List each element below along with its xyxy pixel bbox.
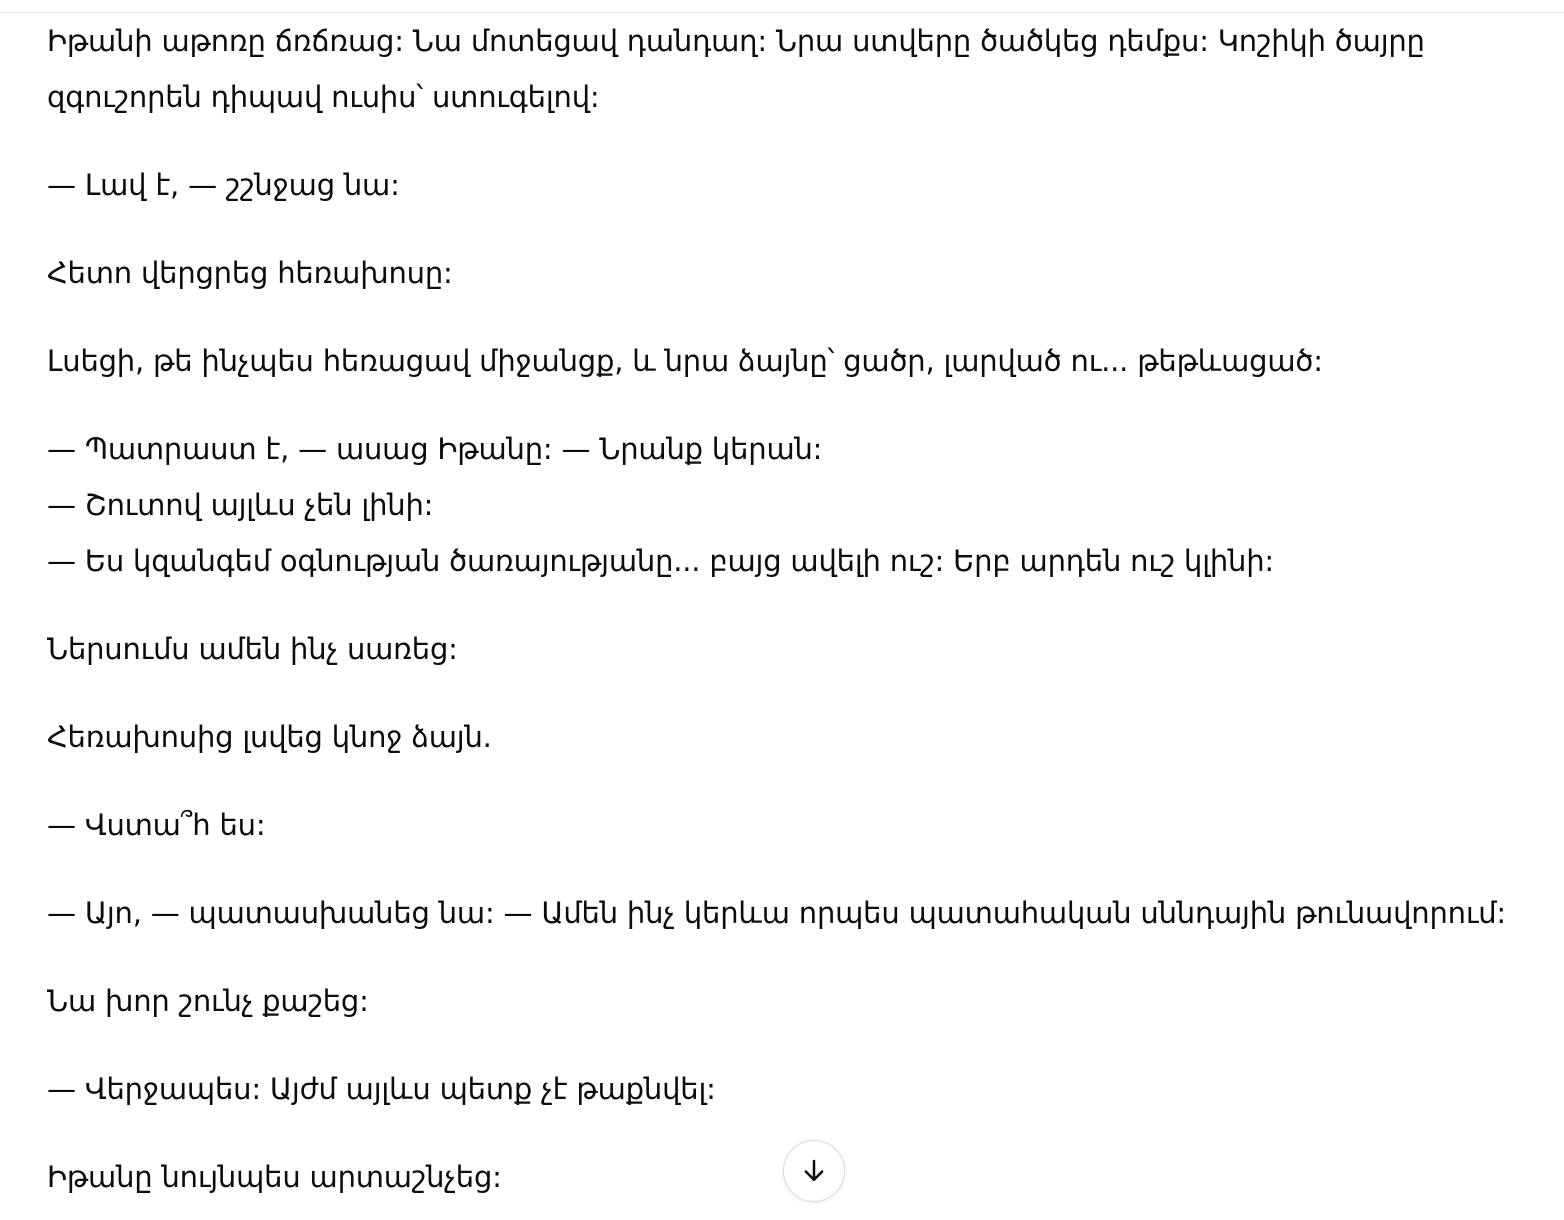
scroll-to-bottom-button[interactable] <box>783 1140 845 1202</box>
message-paragraph: Նա խոր շունչ քաշեց: <box>47 984 369 1018</box>
message-paragraph: — Շուտով այլևս չեն լինի: <box>47 488 434 522</box>
message-paragraph: — Վստա՞հ ես: <box>47 808 266 842</box>
message-paragraph: — Լավ է, — շշնջաց նա: <box>47 168 400 202</box>
message-paragraph: — Վերջապես: Այժմ այլևս պետք չէ թաքնվել: <box>47 1072 716 1106</box>
message-paragraph: Հեռախոսից լսվեց կնոջ ձայն. <box>47 720 492 754</box>
arrow-down-icon <box>799 1156 829 1186</box>
message-paragraph: Իթանի աթոռը ճռճռաց: Նա մոտեցավ դանդաղ: Նրա ստվերը ծածկեց դեմքս: Կոշիկի ծայրը զգուշորեն դիպավ ուսիս՝ ստուգելով: <box>47 24 1425 114</box>
message-paragraph: Հետո վերցրեց հեռախոսը: <box>47 256 453 290</box>
message-paragraph: Լսեցի, թե ինչպես հեռացավ միջանցք, և նրա ձայնը՝ ցածր, լարված ու... թեթևացած: <box>47 344 1323 378</box>
assistant-message <box>47 13 1527 1220</box>
message-paragraph: Ներսումս ամեն ինչ սառեց: <box>47 632 458 666</box>
message-paragraph: Իթանը նույնպես արտաշնչեց: <box>47 1160 502 1194</box>
message-paragraph: — Այո, — պատասխանեց նա: — Ամեն ինչ կերևա որպես պատահական սննդային թունավորում: <box>47 896 1506 930</box>
message-paragraph: — Պատրաստ է, — ասաց Իթանը: — Նրանք կերան: <box>47 432 823 466</box>
message-paragraph: — Ես կզանգեմ օգնության ծառայությանը... բայց ավելի ուշ: Երբ արդեն ուշ կլինի: <box>47 544 1274 578</box>
